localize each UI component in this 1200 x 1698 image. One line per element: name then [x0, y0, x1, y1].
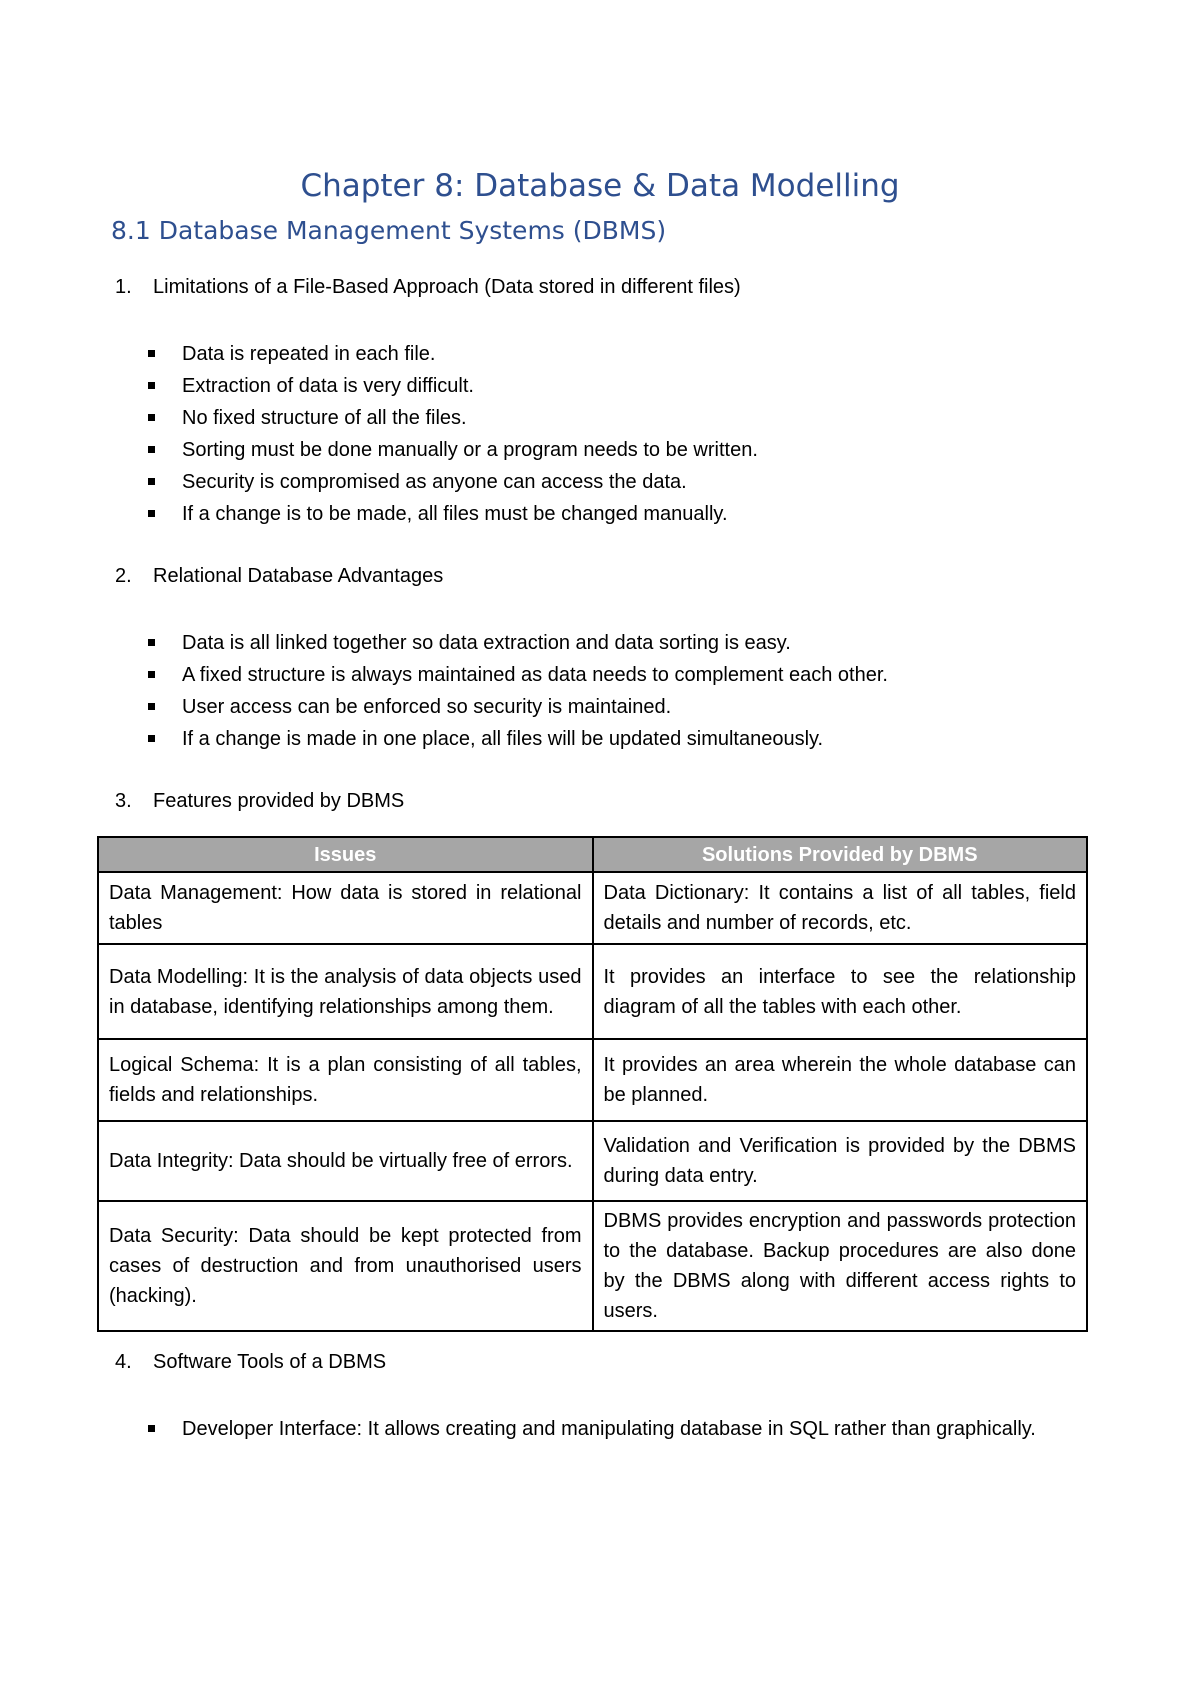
square-bullet-icon [148, 703, 155, 710]
section-heading-text: Relational Database Advantages [153, 565, 444, 587]
section-title: 8.1 Database Management Systems (DBMS) [111, 216, 667, 245]
list-item: Developer Interface: It allows creating and manipulating database in SQL rather than graphically. [148, 1413, 1098, 1445]
square-bullet-icon [148, 639, 155, 646]
square-bullet-icon [148, 414, 155, 421]
issue-cell: Data Modelling: It is the analysis of data objects used in database, identifying relationships among them. [98, 944, 593, 1039]
table-row [98, 872, 1087, 944]
section-number: 3. [115, 790, 132, 812]
list-item: Data is all linked together so data extraction and data sorting is easy. [148, 627, 888, 659]
square-bullet-icon [148, 510, 155, 517]
solution-cell: It provides an area wherein the whole database can be planned. [593, 1039, 1088, 1121]
list-item: No fixed structure of all the files. [148, 402, 758, 434]
list-item: A fixed structure is always maintained as data needs to complement each other. [148, 659, 888, 691]
square-bullet-icon [148, 478, 155, 485]
section-number: 4. [115, 1351, 132, 1373]
chapter-title: Chapter 8: Database & Data Modelling [300, 168, 900, 204]
table-header-row [98, 837, 1087, 872]
square-bullet-icon [148, 1425, 155, 1432]
list-item: Data is repeated in each file. [148, 338, 758, 370]
solution-cell: Data Dictionary: It contains a list of all tables, field details and number of records, etc. [593, 872, 1088, 944]
list-item: Sorting must be done manually or a program needs to be written. [148, 434, 758, 466]
square-bullet-icon [148, 671, 155, 678]
section-2-bullet-list [148, 627, 888, 755]
section-number: 2. [115, 565, 132, 587]
section-heading-text: Limitations of a File-Based Approach (Data stored in different files) [153, 276, 741, 298]
section-heading-text: Software Tools of a DBMS [153, 1351, 387, 1373]
section-heading-text: Features provided by DBMS [153, 790, 405, 812]
section-4-heading [115, 1351, 386, 1374]
solution-cell: Validation and Verification is provided by the DBMS during data entry. [593, 1121, 1088, 1201]
section-number: 1. [115, 276, 132, 298]
table-row [98, 1039, 1087, 1121]
section-3-heading [115, 790, 404, 813]
section-2-heading [115, 565, 443, 588]
list-item: If a change is to be made, all files must be changed manually. [148, 498, 758, 530]
issue-cell: Logical Schema: It is a plan consisting of all tables, fields and relationships. [98, 1039, 593, 1121]
table-row [98, 1201, 1087, 1331]
list-item: User access can be enforced so security is maintained. [148, 691, 888, 723]
list-item: Security is compromised as anyone can access the data. [148, 466, 758, 498]
square-bullet-icon [148, 350, 155, 357]
section-1-bullet-list [148, 338, 758, 530]
list-item: Extraction of data is very difficult. [148, 370, 758, 402]
solution-cell: It provides an interface to see the relationship diagram of all the tables with each other. [593, 944, 1088, 1039]
table-row [98, 1121, 1087, 1201]
section-1-heading [115, 276, 741, 299]
issue-cell: Data Security: Data should be kept protected from cases of destruction and from unauthorised users (hacking). [98, 1201, 593, 1331]
square-bullet-icon [148, 446, 155, 453]
square-bullet-icon [148, 382, 155, 389]
issue-cell: Data Integrity: Data should be virtually free of errors. [98, 1121, 593, 1201]
features-table [97, 836, 1088, 1332]
column-header-issues: Issues [98, 837, 593, 872]
solution-cell: DBMS provides encryption and passwords protection to the database. Backup procedures are also done by the DBMS along with different access rights to users. [593, 1201, 1088, 1331]
column-header-solutions: Solutions Provided by DBMS [593, 837, 1088, 872]
table-row [98, 944, 1087, 1039]
square-bullet-icon [148, 735, 155, 742]
list-item: If a change is made in one place, all files will be updated simultaneously. [148, 723, 888, 755]
issue-cell: Data Management: How data is stored in relational tables [98, 872, 593, 944]
